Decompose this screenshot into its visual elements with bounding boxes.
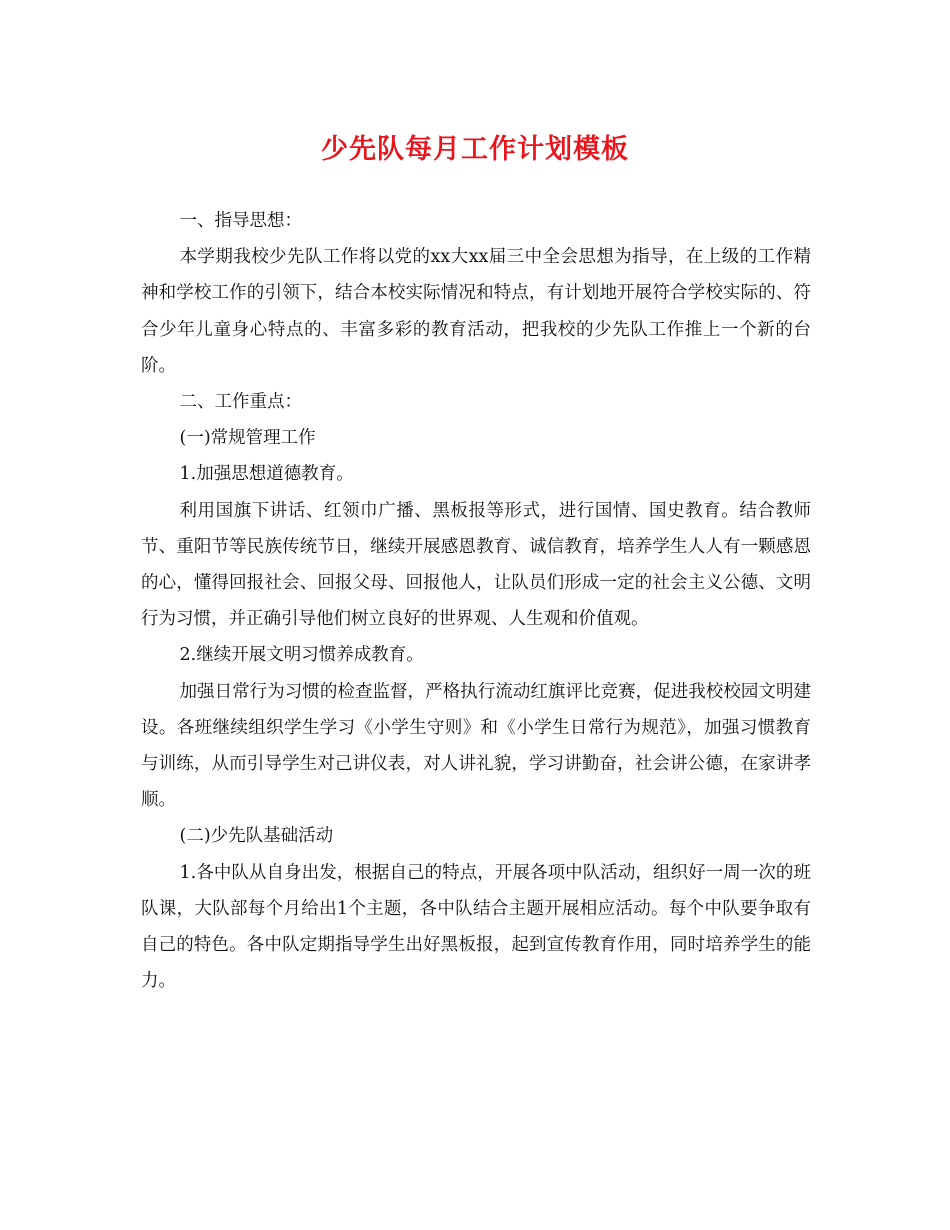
paragraph-squadron-activities: 1.各中队从自身出发，根据自己的特点，开展各项中队活动，组织好一周一次的班队课，大队部每个月给出1个主题，各中队结合主题开展相应活动。每个中队要争取有自己的特色。各中队定期指导学生出好黑板报，起到宣传教育作用，同时培养学生的能力。 [141,862,811,992]
document-body [141,203,811,999]
document-title: 少先队每月工作计划模板 [321,134,629,165]
section-heading-work-focus: 二、工作重点： [179,392,302,413]
item-heading-moral-education: 1.加强思想道德教育。 [179,464,354,485]
subsection-heading-basic-activities: (二)少先队基础活动 [179,826,334,847]
item-heading-civilized-habits: 2.继续开展文明习惯养成教育。 [179,645,424,666]
paragraph-civilized-habits: 加强日常行为习惯的检查监督，严格执行流动红旗评比竞赛，促进我校校园文明建设。各班继续组织学生学习《小学生守则》和《小学生日常行为规范》，加强习惯教育与训练，从而引导学生对己讲仪表，对人讲礼貌，学习讲勤奋，社会讲公德，在家讲孝顺。 [141,681,811,811]
section-heading-guiding-ideology: 一、指导思想： [179,211,302,231]
subsection-heading-routine-management: (一)常规管理工作 [179,428,316,449]
paragraph-guiding-ideology: 本学期我校少先队工作将以党的xx大xx届三中全会思想为指导，在上级的工作精神和学校工作的引领下，结合本校实际情况和特点，有计划地开展符合学校实际的、符合少年儿童身心特点的、丰富多彩的教育活动，把我校的少先队工作推上一个新的台阶。 [141,247,811,376]
paragraph-moral-education: 利用国旗下讲话、红领巾广播、黑板报等形式，进行国情、国史教育。结合教师节、重阳节等民族传统节日，继续开展感恩教育、诚信教育，培养学生人人有一颗感恩的心，懂得回报社会、回报父母、回报他人，让队员们形成一定的社会主义公德、文明行为习惯，并正确引导他们树立良好的世界观、人生观和价值观。 [141,500,811,630]
